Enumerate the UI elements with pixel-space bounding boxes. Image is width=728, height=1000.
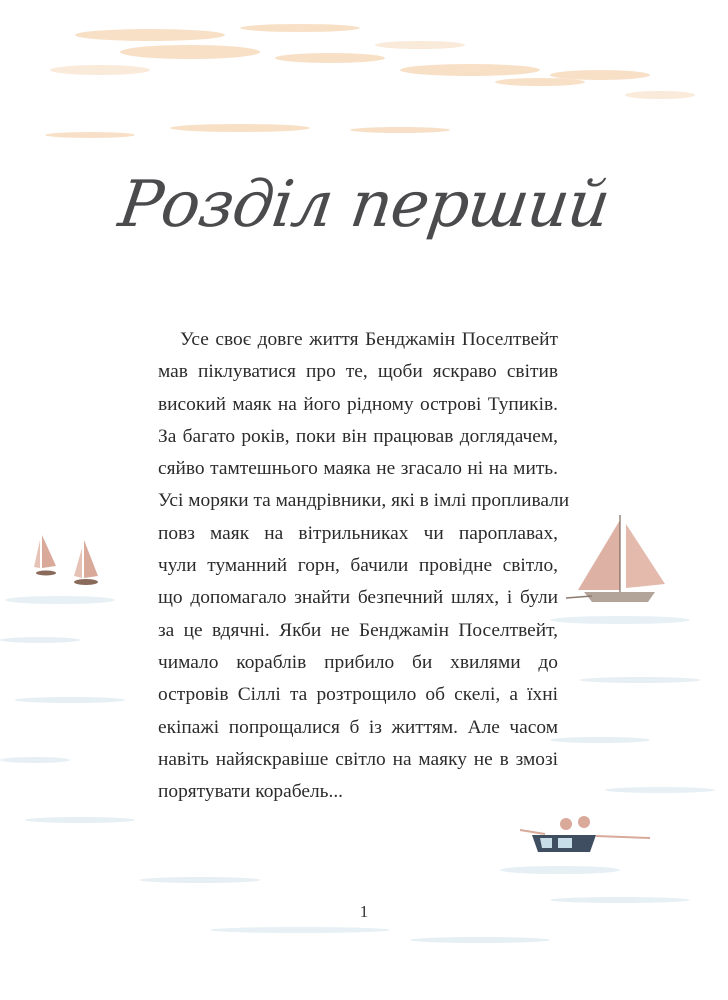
paragraph-line: що допомагало знайти безпечний шлях, і були <box>158 587 558 609</box>
paragraph-line: повз маяк на вітрильниках чи пароплавах, <box>158 522 558 544</box>
paragraph-line: чимало кораблів прибило би хвилями до <box>158 651 558 673</box>
paragraph-line: Усі моряки та мандрівники, які в імлі пропливали <box>158 490 570 512</box>
rowboat <box>520 816 650 852</box>
chapter-title: Розділ перший <box>114 168 614 242</box>
paragraph-line: за це вдячні. Якби не Бенджамін Поселтвейт, <box>158 619 558 641</box>
right-sailboat <box>566 515 665 602</box>
paragraph-line: чули туманний горн, бачили провідне світло, <box>158 555 558 577</box>
paragraph-line: екіпажі попрощалися б із життям. Але часом <box>158 716 558 738</box>
left-sailboats <box>34 535 98 585</box>
chapter-paragraph <box>158 324 570 808</box>
paragraph-line: Усе своє довге життя Бенджамін Поселтвейт <box>180 329 558 350</box>
paragraph-line: сяйво тамтешнього маяка не згасало ні на мить. <box>158 458 558 480</box>
paragraph-line: високий маяк на його рідному острові Тупиків. <box>158 393 558 415</box>
paragraph-line: мав піклуватися про те, щоби яскраво світив <box>158 361 558 383</box>
paragraph-line: За багато років, поки він працював доглядачем, <box>158 425 558 447</box>
paragraph-line: порятувати корабель... <box>158 781 344 803</box>
paragraph-line: островів Сіллі та розтрощило об скелі, а їхні <box>158 684 558 706</box>
paragraph-line: навіть найяскравіше світло на маяку не в змозі <box>158 748 558 770</box>
sky-wash <box>45 24 650 138</box>
page-number: 1 <box>359 902 369 921</box>
